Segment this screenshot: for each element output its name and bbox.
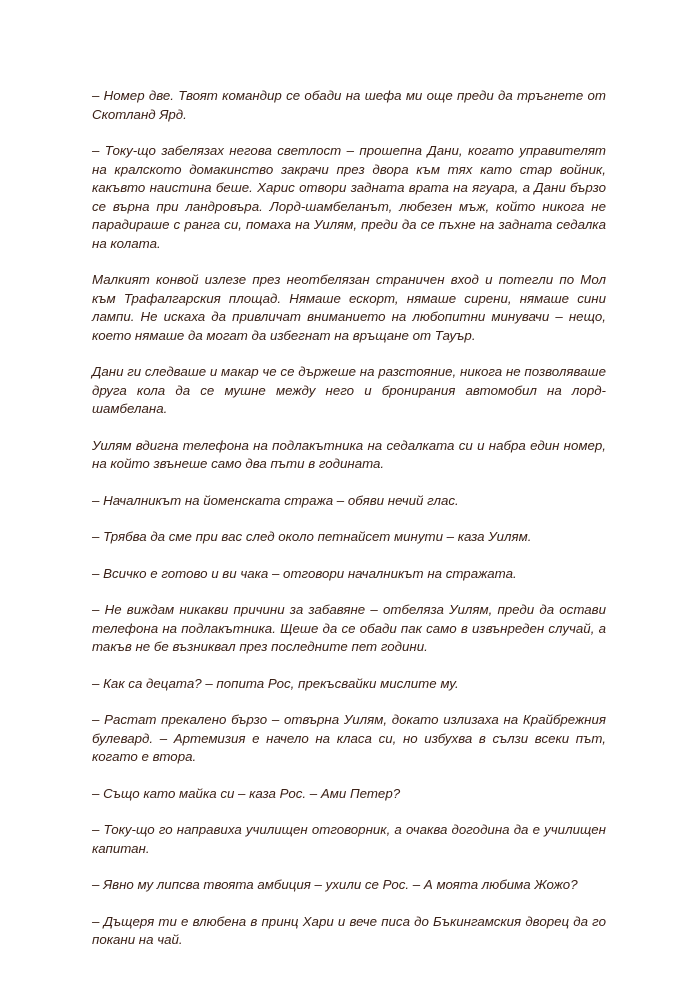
paragraph-1: – Номер две. Твоят командир се обади на шефа ми още преди да тръгнете от Скотланд Ярд. — [92, 88, 606, 122]
paragraph-8: – Всичко е готово и ви чака – отговори началникът на стражата. — [92, 565, 517, 581]
paragraph-12: – Също като майка си – каза Рос. – Ами Петер? — [92, 785, 401, 801]
paragraph-3: Малкият конвой излезе през неотбелязан страничен вход и потегли по Мол към Трафалгарския площад. Нямаше ескорт, нямаше сирени, нямаше сини лампи. Не искаха да привличат вниманието на любопитни минувачи – нещо, което нямаше да могат да избегнат на връщане от Тауър. — [92, 272, 606, 343]
paragraph-4: Дани ги следваше и макар че се държеше на разстояние, никога не позволяваше друга кола да се мушне между него и бронирания автомобил на лорд-шамбелана. — [92, 364, 606, 416]
paragraph-15: – Дъщеря ти е влюбена в принц Хари и вече писа до Бъкингамския дворец да го покани на чай. — [92, 913, 606, 947]
paragraph-2: – Току-що забелязах негова светлост – прошепна Дани, когато управителят на кралското домакинство закрачи през двора към тях като стар войник, какъвто наистина беше. Харис отвори задната врата на ягуара, а Дани бързо се върна при ландровъра. Лорд-шамбеланът, любезен мъж, който никога не парадираше с ранга си, помаха на Уилям, преди да се пъхне на задната седалка на колата. — [92, 143, 606, 251]
paragraph-11: – Растат прекалено бързо – отвърна Уилям, докато излизаха на Крайбрежния булевард. – Артемизия е начело на класа си, но избухва в сълзи всеки път, когато е втора. — [92, 712, 606, 764]
paragraph-5: Уилям вдигна телефона на подлакътника на седалката си и набра един номер, на който звънеше само два пъти в годината. — [92, 437, 606, 471]
paragraph-14: – Явно му липсва твоята амбиция – ухили се Рос. – А моята любима Жожо? — [92, 877, 578, 892]
document-page — [92, 87, 606, 968]
paragraph-13: – Току-що го направиха училищен отговорник, а очаква догодина да е училищен капитан. — [92, 822, 606, 856]
paragraph-10: – Как са децата? – попита Рос, прекъсвайки мислите му. — [92, 675, 459, 691]
paragraph-9: – Не виждам никакви причини за забавяне – отбеляза Уилям, преди да остави телефона на подлакътника. Щеше да се обади пак само в извънреден случай, а такъв не бе възниквал през последните пет години. — [92, 602, 606, 654]
paragraph-6: – Началникът на йоменската стража – обяви нечий глас. — [92, 492, 459, 508]
paragraph-7: – Трябва да сме при вас след около петнайсет минути – каза Уилям. — [92, 529, 532, 544]
